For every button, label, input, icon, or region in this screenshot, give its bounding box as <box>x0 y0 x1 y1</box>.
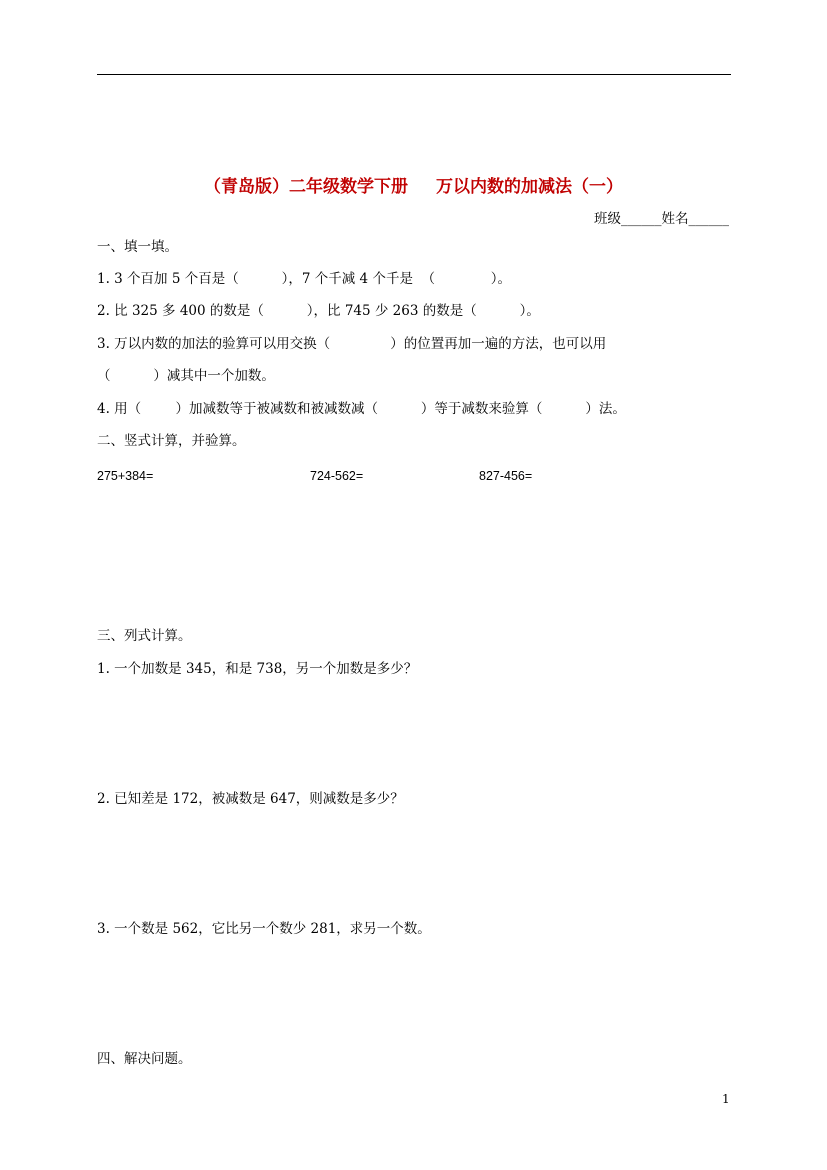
section1-question-3-line2: （ ）减其中一个加数。 <box>97 368 275 384</box>
section2-heading: 二、竖式计算，并验算。 <box>97 433 246 449</box>
page-number: 1 <box>722 1092 730 1106</box>
section3-question-2: 2. 已知差是 172，被减数是 647，则减数是多少？ <box>97 791 404 807</box>
section1-question-4: 4. 用（ ）加减数等于被减数和被减数减（ ）等于减数来验算（ ）法。 <box>97 401 626 417</box>
section3-question-3: 3. 一个数是 562，它比另一个数少 281，求另一个数。 <box>97 921 431 937</box>
vertical-calc-problem-1: 275+384= <box>97 469 154 483</box>
section1-question-1: 1. 3 个百加 5 个百是（ ），7 个千减 4 个千是 （ ）。 <box>97 271 512 287</box>
title-part1: （青岛版）二年级数学下册 <box>204 177 408 197</box>
header-rule <box>97 74 731 75</box>
section3-question-1: 1. 一个加数是 345，和是 738，另一个加数是多少？ <box>97 661 418 677</box>
section1-heading: 一、填一填。 <box>97 239 178 255</box>
section1-question-3-line1: 3. 万以内数的加法的验算可以用交换（ ）的位置再加一遍的方法，也可以用 <box>97 336 607 352</box>
section4-heading: 四、解决问题。 <box>97 1051 192 1067</box>
vertical-calc-problem-3: 827-456= <box>479 469 533 483</box>
section3-heading: 三、列式计算。 <box>97 628 192 644</box>
class-name-line: 班级______姓名______ <box>594 211 729 227</box>
page-title <box>0 176 827 198</box>
title-part2: 万以内数的加减法（一） <box>436 177 623 197</box>
vertical-calc-problem-2: 724-562= <box>310 469 364 483</box>
section1-question-2: 2. 比 325 多 400 的数是（ ），比 745 少 263 的数是（ ）。 <box>97 303 540 319</box>
